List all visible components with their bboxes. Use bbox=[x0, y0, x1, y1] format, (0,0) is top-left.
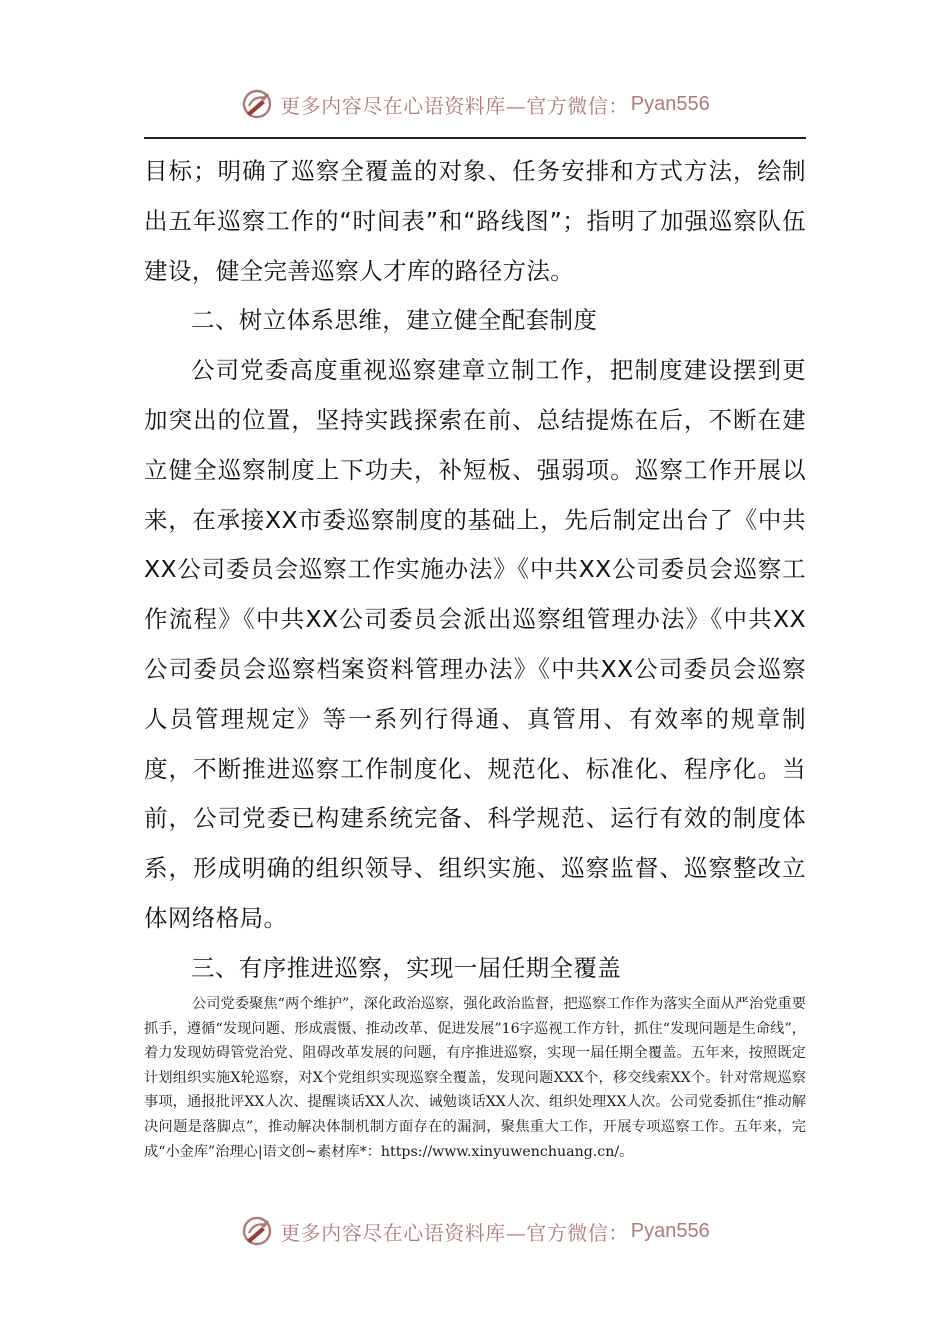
banner-wechat-id: Pyan556 bbox=[630, 92, 710, 115]
body-paragraph-3: 公司党委聚焦“两个维护”，深化政治巡察，强化政治监督，把巡察工作作为落实全面从严治党重要抓手，遵循“发现问题、形成震慑、推动改革、促进发展”16字巡视工作方针，抓住“发现问题是生命线”，着力发现妨碍管党治党、阻碍改革发展的问题，有序推进巡察，实现一届任期全覆盖。五年来，按照既定计划组织实施X轮巡察，对X个党组织实现巡察全覆盖，发现问题XXX个，移交线索XX个。针对常规巡察事项，通报批评XX人次、提醒谈话XX人次、诫勉谈话XX人次、组织处理XX人次。公司党委抓住“推动解决问题是落脚点”，推动解决体制机制方面存在的漏洞，聚焦重大工作，开展专项巡察工作。五年来，完成“小金库”治理心|语文创~素材库*：https://www.xinyuwenchuang.cn/。 bbox=[144, 996, 806, 1160]
section-heading-3: 三、有序推进巡察，实现一届任期全覆盖 bbox=[191, 953, 622, 982]
brand-logo-icon bbox=[240, 87, 274, 121]
body-paragraph-2: 公司党委高度重视巡察建章立制工作，把制度建设摆到更加突出的位置，坚持实践探索在前、总结提炼在后，不断在建立健全巡察制度上下功夫，补短板、强弱项。巡察工作开展以来，在承接XX市委巡察制度的基础上，先后制定出台了《中共XX公司委员会巡察工作实施办法》《中共XX公司委员会巡察工作流程》《中共XX公司委员会派出巡察组管理办法》《中共XX公司委员会巡察档案资料管理办法》《中共XX公司委员会巡察人员管理规定》等一系列行得通、真管用、有效率的规章制度，不断推进巡察工作制度化、规范化、标准化、程序化。当前，公司党委已构建系统完备、科学规范、运行有效的制度体系，形成明确的组织领导、组织实施、巡察监督、巡察整改立体网络格局。 bbox=[144, 356, 806, 932]
small-print-section bbox=[144, 992, 806, 1164]
header-banner bbox=[0, 82, 950, 126]
body-paragraph-1: 目标；明确了巡察全覆盖的对象、任务安排和方式方法，绘制出五年巡察工作的“时间表”和“路线图”；指明了加强巡察队伍建设，健全完善巡察人才库的路径方法。 bbox=[144, 157, 806, 285]
banner-text: 更多内容尽在心语资料库—官方微信： bbox=[280, 1220, 629, 1245]
header-divider bbox=[144, 137, 806, 139]
section-heading-2: 二、树立体系思维，建立健全配套制度 bbox=[191, 306, 598, 335]
banner-wechat-id: Pyan556 bbox=[630, 1219, 710, 1242]
banner-text: 更多内容尽在心语资料库—官方微信： bbox=[280, 93, 629, 118]
document-body bbox=[144, 147, 806, 994]
footer-banner bbox=[0, 1209, 950, 1253]
brand-logo-icon bbox=[240, 1214, 274, 1248]
